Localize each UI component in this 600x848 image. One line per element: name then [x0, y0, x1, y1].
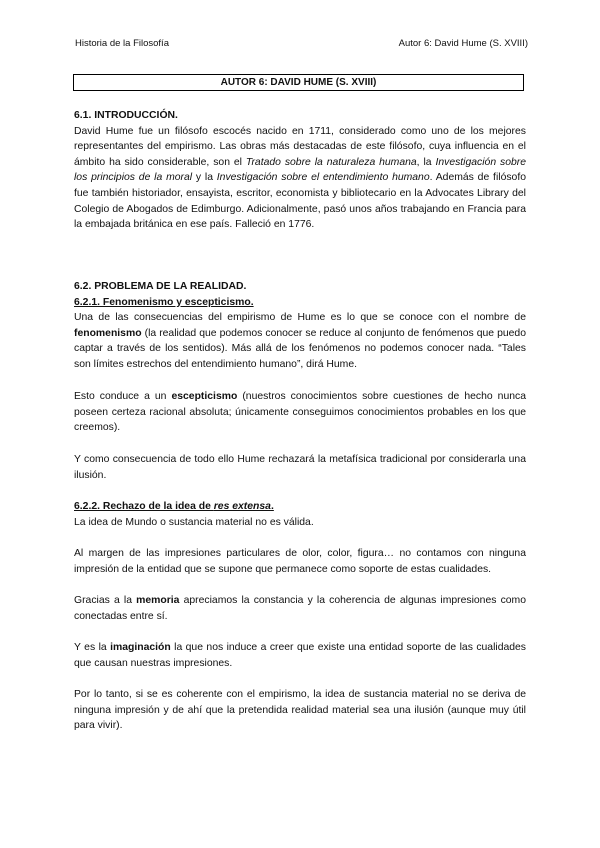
subsection-res-extensa-heading [74, 499, 526, 515]
metaphysics-block [74, 452, 526, 483]
imagination-block [74, 640, 526, 671]
scepticism-text-2: (nuestros conocimientos sobre cuestiones de hecho nunca poseen certeza racional absoluta; únicamente conseguimos conocimientos probables en los que creemos). [74, 391, 526, 434]
conclusion-block [74, 687, 526, 734]
phenomenism-text-2: (la realidad que podemos conocer se reduce al conjunto de fenómenos que puedo captar a través de los sentidos). Más allá de los fenómenos no podemos conocer nada. “Tales son límites estrechos del entendimiento humano”, dirá Hume. [74, 327, 526, 370]
subsection-phenomenism-heading: 6.2.1. Fenomenismo y escepticismo. [74, 296, 254, 308]
res-extensa-heading-text: 6.2.2. Rechazo de la idea de [74, 501, 214, 512]
memory-block [74, 593, 526, 624]
section-reality [74, 279, 526, 373]
phenomenism-paragraph [74, 310, 526, 372]
scepticism-paragraph [74, 389, 526, 436]
memory-term: memoria [136, 595, 180, 606]
memory-text-1: Gracias a la [74, 595, 137, 606]
intro-work-treatise: Tratado sobre la naturaleza humana [245, 156, 417, 168]
intro-text-1: David Hume fue un filósofo escocés nacido en 1711, considerado como uno de los mejores representantes del empirismo. Las obras más destacadas de este filósofo, cuya influencia en el ámbito ha sido considerable, son el [74, 125, 526, 168]
intro-work-understanding: Investigación sobre el entendimiento humano [216, 172, 430, 184]
world-idea-paragraph: La idea de Mundo o sustancia material no es válida. [74, 516, 314, 528]
scepticism-term: escepticismo [171, 391, 238, 402]
phenomenism-term: fenomenismo [74, 327, 142, 339]
imagination-text-2: la que nos induce a creer que existe una entidad soporte de las cualidades que causan nuestras impresiones. [74, 642, 527, 669]
impressions-block [74, 546, 526, 577]
memory-text-2: apreciamos la constancia y la coherencia de algunas impresiones como conectadas entre sí. [74, 595, 526, 622]
intro-text-3: y la [192, 172, 217, 184]
imagination-text-1: Y es la [74, 642, 111, 653]
intro-text-4: . Además de filósofo fue también historiador, ensayista, escritor, economista y bibliotecario en la Advocates Library del Colegio de Abogados de Edimburgo. Adicionalmente, pasó unos años trabajando en Francia para la embajada británica en ese país. Falleció en 1776. [74, 172, 526, 231]
res-extensa-term: res extensa [213, 501, 271, 512]
header-subject: Historia de la Filosofía [75, 38, 169, 49]
intro-text-2: , la [416, 156, 436, 168]
intro-section [74, 108, 526, 233]
section-reality-heading: 6.2. PROBLEMA DE LA REALIDAD. [74, 281, 247, 292]
res-extensa-heading-end: . [270, 501, 274, 512]
memory-paragraph [74, 593, 526, 624]
res-extensa-block [74, 499, 526, 530]
intro-work-morals: Investigación sobre los principios de la moral [74, 156, 526, 184]
imagination-term: imaginación [110, 642, 171, 653]
scepticism-text-1: Esto conduce a un [74, 391, 172, 402]
impressions-paragraph: Al margen de las impresiones particulares de olor, color, figura… no contamos con ninguna impresión de la entidad que se supone que permanece como soporte de estas cualidades. [74, 548, 526, 575]
conclusion-paragraph: Por lo tanto, si se es coherente con el empirismo, la idea de sustancia material no se deriva de ninguna impresión y de ahí que la pretendida realidad material sea una ilusión (aunque muy útil para vivir). [74, 689, 526, 732]
chapter-title: AUTOR 6: DAVID HUME (S. XVIII) [73, 74, 524, 91]
scepticism-block [74, 389, 526, 436]
header-chapter: Autor 6: David Hume (S. XVIII) [398, 38, 528, 49]
imagination-paragraph [74, 640, 526, 671]
phenomenism-text-1: Una de las consecuencias del empirismo de Hume es lo que se conoce con el nombre de [74, 312, 526, 324]
intro-heading: 6.1. INTRODUCCIÓN. [74, 110, 178, 121]
intro-paragraph [74, 124, 526, 233]
metaphysics-paragraph: Y como consecuencia de todo ello Hume rechazará la metafísica tradicional por considerarla una ilusión. [74, 454, 526, 481]
